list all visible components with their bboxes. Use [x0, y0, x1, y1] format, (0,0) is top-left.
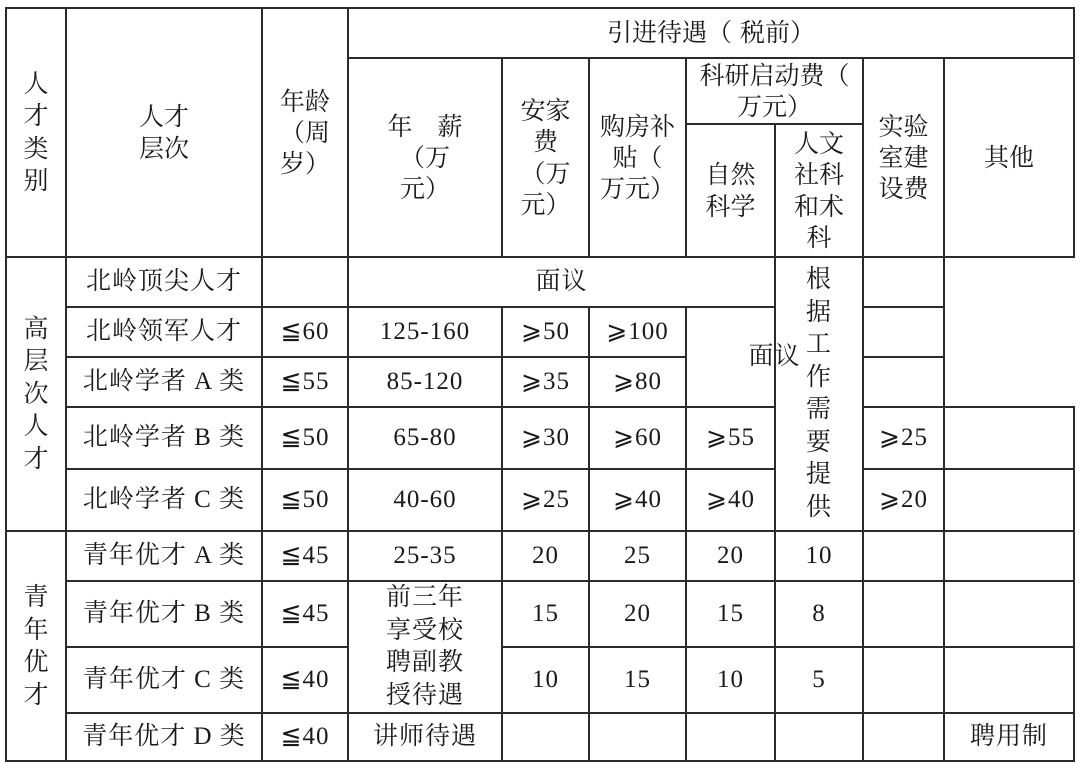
- row-level: 北岭顶尖人才: [66, 257, 262, 307]
- row-settling: ⩾35: [502, 357, 589, 407]
- header-research-fund: [686, 58, 863, 124]
- row-natural: 15: [686, 581, 775, 647]
- row-housing: ⩾40: [589, 469, 686, 531]
- header-settling: [502, 58, 589, 257]
- row-level: 北岭学者 A 类: [66, 357, 262, 407]
- row-age: ≦50: [262, 469, 348, 531]
- row-other: [944, 531, 1074, 581]
- row-age: ≦40: [262, 647, 348, 713]
- table-row: [6, 307, 1074, 357]
- row-natural: ⩾40: [686, 469, 775, 531]
- row-natural: ⩾55: [686, 407, 775, 469]
- row-age: ≦45: [262, 531, 348, 581]
- row-settling: ⩾25: [502, 469, 589, 531]
- header-benefits-title: 引进待遇（ 税前）: [348, 8, 1074, 58]
- group-high-level: [6, 257, 66, 531]
- table-row: [6, 531, 1074, 581]
- group-youth: [6, 531, 66, 761]
- row-age: ≦60: [262, 307, 348, 357]
- row-housing: ⩾100: [589, 307, 686, 357]
- row-salary: 25-35: [348, 531, 502, 581]
- row-settling: ⩾50: [502, 307, 589, 357]
- header-category: [6, 8, 66, 257]
- header-salary-text: 年 薪（万元）: [387, 111, 463, 204]
- row-level: 青年优才 D 类: [66, 713, 262, 761]
- row-housing: 15: [589, 647, 686, 713]
- row-other: [863, 307, 944, 357]
- row-other: [944, 469, 1074, 531]
- row-humanities: ⩾25: [863, 407, 944, 469]
- row-humanities: [775, 713, 863, 761]
- header-research-fund-text: 科研启动费（ 万元）: [699, 60, 850, 121]
- row-salary: 85-120: [348, 357, 502, 407]
- header-other: 其他: [944, 58, 1074, 257]
- header-housing-text: 购房补贴（ 万元）: [599, 111, 675, 204]
- row-age: ≦45: [262, 581, 348, 647]
- row-housing: ⩾80: [589, 357, 686, 407]
- row-age: ≦55: [262, 357, 348, 407]
- row-salary-associate-prof-text: 前三年享受校聘副教授待遇: [385, 584, 464, 709]
- row-salary: 65-80: [348, 407, 502, 469]
- row-settling: [502, 713, 589, 761]
- table-row: [6, 647, 1074, 713]
- header-level-text: 人才层次: [138, 102, 189, 163]
- header-level: [66, 8, 262, 257]
- table-row: [6, 713, 1074, 761]
- row-natural: 20: [686, 531, 775, 581]
- row-settling: ⩾30: [502, 407, 589, 469]
- negotiable-top: 面议: [348, 257, 775, 307]
- row-salary: 讲师待遇: [348, 713, 502, 761]
- row-lab-fee: [863, 713, 944, 761]
- row-lab-fee: [863, 647, 944, 713]
- row-settling: 20: [502, 531, 589, 581]
- row-natural: 10: [686, 647, 775, 713]
- header-housing: [589, 58, 686, 257]
- row-level: 青年优才 B 类: [66, 581, 262, 647]
- header-humanities-text: 人文社科和术科: [793, 129, 844, 252]
- row-humanities: 5: [775, 647, 863, 713]
- header-natural-science-text: 自然科学: [705, 160, 756, 221]
- header-category-text: 人才类别: [23, 68, 49, 195]
- row-housing: 20: [589, 581, 686, 647]
- header-age: [262, 8, 348, 257]
- group-youth-text: 青年优才: [23, 582, 49, 709]
- group-high-level-text: 高层次人才: [23, 313, 49, 473]
- row-humanities: 10: [775, 531, 863, 581]
- row-natural: [686, 713, 775, 761]
- row-salary: 40-60: [348, 469, 502, 531]
- header-lab-fee-text: 实验室建设费: [878, 111, 929, 204]
- lab-fee-note-text: 根据工作需要提供: [805, 266, 832, 521]
- row-salary: 125-160: [348, 307, 502, 357]
- row-housing: 25: [589, 531, 686, 581]
- row-housing: [589, 713, 686, 761]
- table-row: [6, 257, 1074, 307]
- talent-benefits-table: [5, 7, 1075, 762]
- row-age: ≦50: [262, 407, 348, 469]
- row-settling: 15: [502, 581, 589, 647]
- row-level: 青年优才 A 类: [66, 531, 262, 581]
- header-lab-fee: [863, 58, 944, 257]
- row-lab-fee: [863, 581, 944, 647]
- header-age-text: 年龄（周岁）: [279, 86, 330, 179]
- row-other: [944, 407, 1074, 469]
- header-salary: [348, 58, 502, 257]
- row-salary-associate-prof: [348, 581, 502, 713]
- row-age: [262, 257, 348, 307]
- row-level: 北岭学者 C 类: [66, 469, 262, 531]
- table-row: [6, 407, 1074, 469]
- row-humanities: 8: [775, 581, 863, 647]
- row-humanities: ⩾20: [863, 469, 944, 531]
- table-row: [6, 469, 1074, 531]
- row-lab-fee: [863, 531, 944, 581]
- row-other: [863, 257, 944, 307]
- row-age: ≦40: [262, 713, 348, 761]
- header-settling-text: 安家费（万元）: [520, 96, 571, 219]
- row-housing: ⩾60: [589, 407, 686, 469]
- row-other: [863, 357, 944, 407]
- row-level: 北岭领军人才: [66, 307, 262, 357]
- header-natural-science: [686, 124, 775, 257]
- negotiable-research: 面议: [686, 307, 863, 407]
- row-level: 北岭学者 B 类: [66, 407, 262, 469]
- row-other: [944, 647, 1074, 713]
- table-row: [6, 581, 1074, 647]
- row-level: 青年优才 C 类: [66, 647, 262, 713]
- table-row: [6, 357, 1074, 407]
- row-other: [944, 581, 1074, 647]
- row-settling: 10: [502, 647, 589, 713]
- row-other: 聘用制: [944, 713, 1074, 761]
- header-humanities: [775, 124, 863, 257]
